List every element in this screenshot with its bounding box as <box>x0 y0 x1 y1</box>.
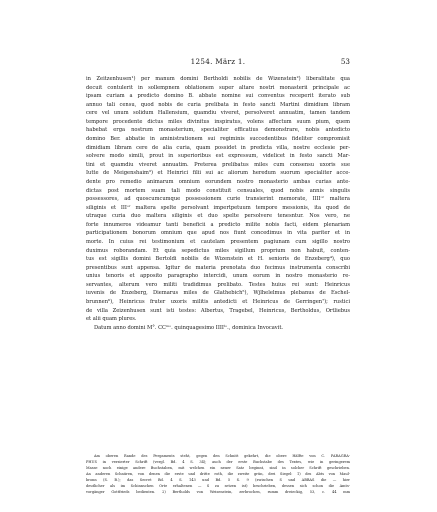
text-line: presentibus sunt appensa. Igitur de materia prenotata duo fecimus instrumenta conscribi <box>86 264 350 271</box>
text-line: duximus roborandam. Et quia sepedictus miles sigillum proprium non habuit, conten- <box>86 247 350 254</box>
text-line: tini et quamdiu viveret annuatim. Preterea prelibatus miles cum consensu uxoris sue <box>86 161 350 168</box>
footnote-line: Masse noch einige andere Buchstaben, mit welchen ein neuer Satz beginnt, sind in solcher Schrift geschrieben. <box>86 465 350 470</box>
text-line: decuit contulerit in sollempnem oblationem super altare nostri monasterii principale ac <box>86 84 350 91</box>
running-title: 1254. März 1. <box>190 57 246 66</box>
text-line: dimidiam libram cere de alia curia, quam possidet in predicta villa, nostre ecclesie per- <box>86 144 350 151</box>
text-line: domino Ber. abbatie in aministrationem sui regiminis succedentibus fideliter compromisit <box>86 136 350 143</box>
text-line: cere vel unum solidum Hallensium, quamdiu viveret, persolveret annuatim, tamen tandem <box>86 110 350 117</box>
text-line: dictas post mortem suam tali modo constituit censuales, quod nobis annis singulis <box>86 187 350 194</box>
text-line: habebat erga nostrum monasterium, specialiter efficatius demonstrare, nobis antedicto <box>86 127 350 134</box>
footnote-line: deutlicher als im Schinnschen Orte erhaltenen — S zu setzen ist) beschrieben, dessen sich schon die Amts- <box>86 483 350 488</box>
text-line: ipsam curiam a predicto domino B. abbate nomine sui conventus receperit iterato sub <box>86 93 350 100</box>
footnote-line: vorgänger Gottfrieds bedienten. 2) Bertholds von Weisenstein, zerbrochen, rumm dreieckig, 53, c. 44 mm <box>86 489 350 494</box>
text-line: utraque curia duo maltera siliginis et duo spelte persolvere tenesntur. Nos vero, ne <box>86 213 350 220</box>
text-line: tempore procedente dictus miles divinitus inspiratus, volens affectum suum pium, quem <box>86 118 350 125</box>
footnote-line: Am oberen Rande des Pergaments steht, gegen den Schnitt gekehrt, die obere Hälfte von C. PARAGRA- <box>94 454 350 458</box>
footnotes <box>86 454 350 496</box>
text-line: de villa Zeizenhusen sunt isti testes: Albertus, Tragebel, Heinricus, Bertholdus, Ortliebus <box>86 307 350 314</box>
text-line: dente pro remedio animarum omnium eorundem nostro monasterio ambas curias ante- <box>86 178 350 185</box>
text-line: morte. In cuius rei testimonium et cautelam presentem pagiunam cum sigillo nostro <box>86 238 350 245</box>
text-line: annuo tali censu, quod nobis de curia prelibata in festo sancti Martini dimidium libram <box>86 101 350 108</box>
footnote-line: bronn (S. B.); das Secret Bd. 4 S. 143 und Bd. 5 S. 9 (zwischen S und ABBAS die — hier <box>86 477 350 482</box>
text-line: possessores, ad quoscumcumque possessionem curie transierint memorate, IIIIᵒʳ maltera <box>86 196 350 203</box>
text-line: forte innumeros videamur tanti beneficii a predicto milite nobis facti, eidem plenariam <box>86 221 350 228</box>
text-line: et alii quam plures. <box>86 316 137 323</box>
text-line: Datum anno domini M°. CCᵐᵒ. quinquagesimo IIIIᵗᵒ., dominica Invocavit. <box>94 324 284 331</box>
text-line: siliginis et IIIᵒʳ maltera spelte persolvant impertpetuum tempore messionis, ita quod de <box>86 204 350 211</box>
text-line: Iutte de Meigenshaim³) et Heinrici filii sui ac aliorum heredum suorum specialiter acce- <box>86 170 350 177</box>
text-line: solvere modo simili, prout in superioribus est expressum, videlicet in festo sancti Mar- <box>86 153 350 160</box>
text-line: participationem bonorum omnium que apud nos fiunt concedimus in vita pariter et in <box>86 230 350 237</box>
text-line: unius tenoris et apposito paragrapho intercidi, unum eorum in nostro monasterio re- <box>86 273 350 280</box>
footnote-line: An anderen Schnüren, von denen die erste und dritte roth, die zweite grün, drei Siegel: 1) des Abts von Maul- <box>86 471 350 476</box>
text-line: iuvenis de Enzeberg, Diemarus miles de Glathebich⁵), Wjlhelelmus plebanus de Eschel- <box>86 290 350 297</box>
text-line: brunnen⁶), Heinricus fruter uxoris militis antedicti et Heinricus de Gerringen⁷); rustici <box>86 299 350 306</box>
text-line: tus est sigillis domini Bertoldi nobilis de Wizenstein et H. senioris de Enzeberg⁴), quo <box>86 256 350 263</box>
page-number: 53 <box>340 57 350 66</box>
charter-text <box>86 75 350 332</box>
text-line: servantes, alterum vero militi tradidimus prelibato. Testes huius rei sunt: Heinricus <box>86 281 350 288</box>
text-line: in Zeitzenhusen¹) per manum domini Bertholdi nobilis de Wizenstein²) liberalitate qua <box>86 76 350 82</box>
footnote-line: PHUS in verzierter Schrift (vergl. Bd. 4 S. 34); auch der erste Buchstabe des Textes, wie in geringerem <box>86 459 350 464</box>
page-header <box>86 57 350 67</box>
